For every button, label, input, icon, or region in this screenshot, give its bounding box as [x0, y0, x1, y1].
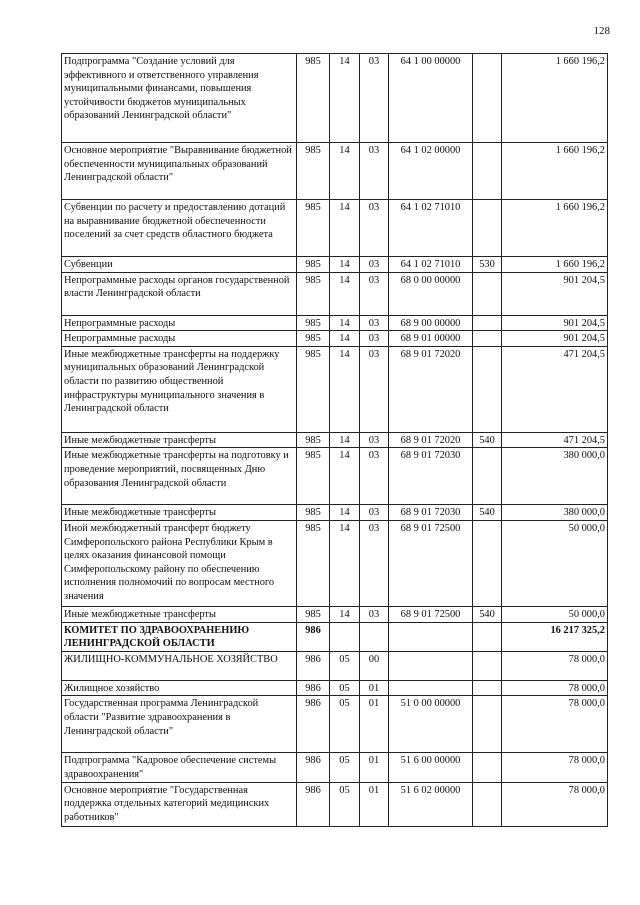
row-expense-type — [473, 753, 502, 782]
row-target-article: 51 6 02 00000 — [389, 782, 473, 826]
row-subsection-code: 01 — [360, 696, 389, 753]
row-sum: 380 000,0 — [502, 448, 608, 505]
row-expense-type — [473, 346, 502, 432]
row-sum: 78 000,0 — [502, 696, 608, 753]
row-subsection-code: 01 — [360, 680, 389, 696]
row-grbs-code: 985 — [297, 505, 330, 521]
row-expense-type — [473, 331, 502, 347]
table-row — [62, 753, 608, 782]
row-subsection-code: 03 — [360, 346, 389, 432]
row-expense-type — [473, 782, 502, 826]
row-grbs-code: 985 — [297, 272, 330, 315]
row-sum: 50 000,0 — [502, 520, 608, 606]
row-sum: 78 000,0 — [502, 753, 608, 782]
row-section-code: 14 — [330, 432, 360, 448]
row-name: Субвенции по расчету и предоставлению дотаций на выравнивание бюджетной обеспеченности поселений за счет средств областного бюджета — [62, 200, 297, 257]
row-grbs-code: 986 — [297, 622, 330, 651]
table-row — [62, 346, 608, 432]
row-sum: 78 000,0 — [502, 782, 608, 826]
row-name: Непрограммные расходы — [62, 315, 297, 331]
row-grbs-code: 986 — [297, 753, 330, 782]
row-name: Иные межбюджетные трансферты — [62, 606, 297, 622]
row-sum: 50 000,0 — [502, 606, 608, 622]
table-row — [62, 272, 608, 315]
row-expense-type: 540 — [473, 432, 502, 448]
row-section-code: 14 — [330, 520, 360, 606]
table-row — [62, 622, 608, 651]
row-name: Иные межбюджетные трансферты на подготовку и проведение мероприятий, посвященных Дню образования Ленинградской области — [62, 448, 297, 505]
row-subsection-code: 03 — [360, 432, 389, 448]
table-row — [62, 651, 608, 680]
row-sum: 16 217 325,2 — [502, 622, 608, 651]
row-grbs-code: 985 — [297, 432, 330, 448]
row-name: Подпрограмма "Создание условий для эффективного и ответственного управления муниципальными финансами, повышения устойчивости бюджетов муниципальных образований Ленинградской области" — [62, 54, 297, 143]
row-name: КОМИТЕТ ПО ЗДРАВООХРАНЕНИЮ ЛЕНИНГРАДСКОЙ ОБЛАСТИ — [62, 622, 297, 651]
row-expense-type — [473, 448, 502, 505]
row-name: Непрограммные расходы органов государственной власти Ленинградской области — [62, 272, 297, 315]
row-sum: 78 000,0 — [502, 680, 608, 696]
row-subsection-code: 03 — [360, 54, 389, 143]
row-subsection-code: 03 — [360, 520, 389, 606]
row-expense-type — [473, 272, 502, 315]
row-sum: 471 204,5 — [502, 346, 608, 432]
row-target-article: 64 1 02 71010 — [389, 200, 473, 257]
row-subsection-code: 03 — [360, 331, 389, 347]
row-name: Государственная программа Ленинградской области "Развитие здравоохранения в Ленинградской области" — [62, 696, 297, 753]
row-name: Подпрограмма "Кадровое обеспечение системы здравоохранения" — [62, 753, 297, 782]
row-subsection-code: 00 — [360, 651, 389, 680]
row-subsection-code: 03 — [360, 272, 389, 315]
row-target-article: 68 9 01 00000 — [389, 331, 473, 347]
row-target-article: 68 9 01 72500 — [389, 520, 473, 606]
row-section-code: 14 — [330, 143, 360, 200]
row-grbs-code: 985 — [297, 200, 330, 257]
row-sum: 1 660 196,2 — [502, 54, 608, 143]
row-subsection-code — [360, 622, 389, 651]
table-row — [62, 432, 608, 448]
row-name: Иные межбюджетные трансферты — [62, 432, 297, 448]
row-grbs-code: 986 — [297, 782, 330, 826]
row-name: Иной межбюджетный трансферт бюджету Симферопольского района Республики Крым в целях оказания финансовой помощи Симферопольскому району по обеспечению исполнения полномочий по вопросам местного значения — [62, 520, 297, 606]
row-section-code: 05 — [330, 696, 360, 753]
table-row — [62, 606, 608, 622]
row-target-article: 68 9 01 72030 — [389, 505, 473, 521]
row-grbs-code: 985 — [297, 606, 330, 622]
row-name: Иные межбюджетные трансферты — [62, 505, 297, 521]
row-name: Непрограммные расходы — [62, 331, 297, 347]
row-sum: 380 000,0 — [502, 505, 608, 521]
budget-table — [61, 53, 608, 827]
table-row — [62, 54, 608, 143]
row-target-article: 51 6 00 00000 — [389, 753, 473, 782]
row-subsection-code: 03 — [360, 505, 389, 521]
row-target-article: 68 9 00 00000 — [389, 315, 473, 331]
row-name: Основное мероприятие "Государственная поддержка отдельных категорий медицинских работников" — [62, 782, 297, 826]
table-row — [62, 505, 608, 521]
row-subsection-code: 01 — [360, 753, 389, 782]
row-section-code: 14 — [330, 272, 360, 315]
row-name: ЖИЛИЩНО-КОММУНАЛЬНОЕ ХОЗЯЙСТВО — [62, 651, 297, 680]
row-expense-type — [473, 200, 502, 257]
table-row — [62, 520, 608, 606]
row-target-article: 68 0 00 00000 — [389, 272, 473, 315]
row-expense-type — [473, 54, 502, 143]
table-row — [62, 782, 608, 826]
row-grbs-code: 986 — [297, 680, 330, 696]
table-row — [62, 448, 608, 505]
row-section-code: 05 — [330, 782, 360, 826]
row-target-article: 64 1 02 71010 — [389, 257, 473, 273]
row-grbs-code: 985 — [297, 331, 330, 347]
row-section-code: 05 — [330, 753, 360, 782]
row-sum: 78 000,0 — [502, 651, 608, 680]
table-row — [62, 200, 608, 257]
row-sum: 471 204,5 — [502, 432, 608, 448]
row-expense-type — [473, 520, 502, 606]
table-row — [62, 696, 608, 753]
row-target-article: 68 9 01 72020 — [389, 346, 473, 432]
row-expense-type — [473, 143, 502, 200]
row-target-article: 64 1 02 00000 — [389, 143, 473, 200]
row-grbs-code: 985 — [297, 346, 330, 432]
table-row — [62, 257, 608, 273]
row-section-code: 14 — [330, 346, 360, 432]
row-grbs-code: 985 — [297, 448, 330, 505]
row-expense-type: 540 — [473, 606, 502, 622]
row-expense-type — [473, 651, 502, 680]
row-grbs-code: 985 — [297, 143, 330, 200]
table-row — [62, 680, 608, 696]
row-expense-type — [473, 315, 502, 331]
row-name: Субвенции — [62, 257, 297, 273]
row-section-code — [330, 622, 360, 651]
row-target-article: 68 9 01 72500 — [389, 606, 473, 622]
row-target-article — [389, 680, 473, 696]
row-target-article — [389, 651, 473, 680]
row-section-code: 14 — [330, 315, 360, 331]
row-expense-type: 530 — [473, 257, 502, 273]
table-row — [62, 143, 608, 200]
page-number: 128 — [593, 25, 610, 37]
row-grbs-code: 985 — [297, 257, 330, 273]
table-row — [62, 331, 608, 347]
row-target-article: 64 1 00 00000 — [389, 54, 473, 143]
row-sum: 901 204,5 — [502, 272, 608, 315]
row-subsection-code: 03 — [360, 606, 389, 622]
row-grbs-code: 986 — [297, 651, 330, 680]
row-sum: 1 660 196,2 — [502, 257, 608, 273]
row-subsection-code: 03 — [360, 315, 389, 331]
row-target-article: 51 0 00 00000 — [389, 696, 473, 753]
row-sum: 1 660 196,2 — [502, 143, 608, 200]
row-subsection-code: 03 — [360, 143, 389, 200]
row-target-article: 68 9 01 72030 — [389, 448, 473, 505]
row-section-code: 14 — [330, 606, 360, 622]
row-name: Иные межбюджетные трансферты на поддержку муниципальных образований Ленинградской области по развитию общественной инфраструктуры муниципального значения в Ленинградской области — [62, 346, 297, 432]
row-section-code: 14 — [330, 257, 360, 273]
row-grbs-code: 985 — [297, 54, 330, 143]
row-subsection-code: 03 — [360, 448, 389, 505]
row-section-code: 14 — [330, 331, 360, 347]
row-expense-type — [473, 680, 502, 696]
row-sum: 901 204,5 — [502, 331, 608, 347]
row-section-code: 05 — [330, 680, 360, 696]
row-name: Основное мероприятие "Выравнивание бюджетной обеспеченности муниципальных образований Ленинградской области" — [62, 143, 297, 200]
row-section-code: 14 — [330, 448, 360, 505]
row-section-code: 05 — [330, 651, 360, 680]
row-grbs-code: 985 — [297, 520, 330, 606]
row-section-code: 14 — [330, 200, 360, 257]
row-expense-type — [473, 622, 502, 651]
row-grbs-code: 986 — [297, 696, 330, 753]
table-row — [62, 315, 608, 331]
row-target-article: 68 9 01 72020 — [389, 432, 473, 448]
row-subsection-code: 03 — [360, 257, 389, 273]
row-expense-type: 540 — [473, 505, 502, 521]
row-section-code: 14 — [330, 54, 360, 143]
row-sum: 1 660 196,2 — [502, 200, 608, 257]
row-expense-type — [473, 696, 502, 753]
row-sum: 901 204,5 — [502, 315, 608, 331]
row-target-article — [389, 622, 473, 651]
row-name: Жилищное хозяйство — [62, 680, 297, 696]
row-grbs-code: 985 — [297, 315, 330, 331]
row-subsection-code: 01 — [360, 782, 389, 826]
row-subsection-code: 03 — [360, 200, 389, 257]
row-section-code: 14 — [330, 505, 360, 521]
